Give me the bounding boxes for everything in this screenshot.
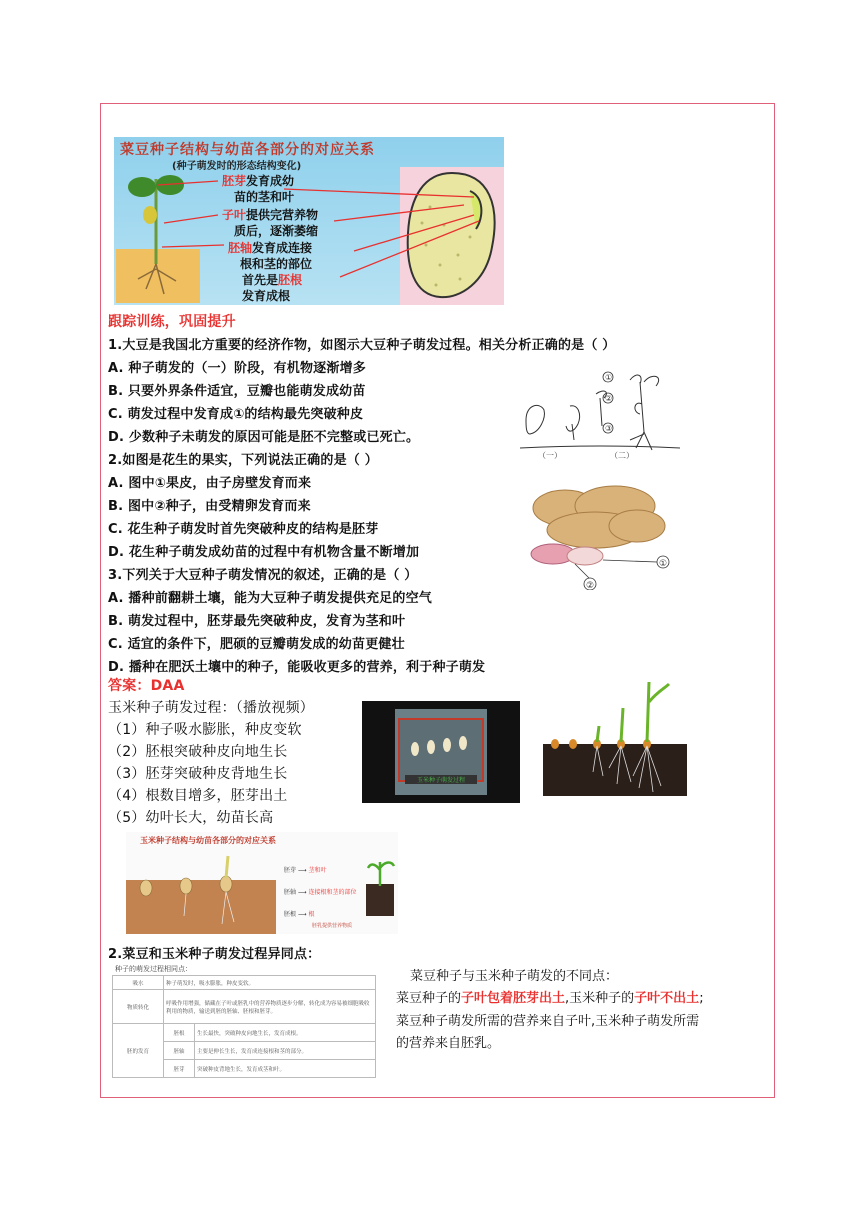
- table-row: 胚的发育 胚根 生长最快，突破种皮向地生长，发育成根。: [113, 1024, 376, 1042]
- corn-soil-image: [126, 852, 276, 934]
- corn-seedling-small: [364, 856, 396, 916]
- table-caption: 种子的萌发过程相同点：: [115, 965, 192, 973]
- fig-label-stage-1: （一）: [538, 451, 562, 460]
- peanut-label-1: ①: [659, 559, 668, 569]
- diagram-row-1: 胚芽发育成幼 苗的茎和叶: [222, 174, 295, 204]
- fig-label-2: ②: [605, 394, 613, 403]
- q1-option-d: D. 少数种子未萌发的原因可能是胚不完整或已死亡。: [108, 430, 420, 445]
- corn-diagram-title: 玉米种子结构与幼苗各部分的对应关系: [140, 836, 276, 845]
- diff-line-1: 菜豆种子的子叶包着胚芽出土,玉米种子的子叶不出土;: [396, 991, 704, 1006]
- diagram-row-4: 首先是胚根 发育成根: [242, 273, 303, 303]
- table-row: 吸水 种子萌发时，吸水膨胀，种皮变软。: [113, 976, 376, 990]
- corn-step-4: （4）根数目增多，胚芽出土: [108, 788, 288, 804]
- corn-video-player[interactable]: [362, 701, 520, 803]
- q1-option-b: B. 只要外界条件适宜，豆瓣也能萌发成幼苗: [108, 384, 366, 399]
- corn-seedlings-image: [543, 672, 687, 796]
- fig-label-1: ①: [605, 373, 613, 382]
- q3-option-a: A. 播种前翻耕土壤，能为大豆种子萌发提供充足的空气: [108, 591, 432, 606]
- corn-step-1: （1）种子吸水膨胀，种皮变软: [108, 722, 302, 738]
- q3-stem: 3.下列关于大豆种子萌发情况的叙述，正确的是（ ）: [108, 568, 418, 583]
- diff-line-3: 的营养来自胚乳。: [396, 1036, 501, 1051]
- diagram-row-3: 胚轴发育成连接 根和茎的部位: [228, 241, 313, 271]
- corn-step-2: （2）胚根突破种皮向地生长: [108, 744, 288, 760]
- diff-title: 菜豆种子与玉米种子萌发的不同点：: [410, 969, 619, 984]
- q1-stem: 1.大豆是我国北方重要的经济作物，如图示大豆种子萌发过程。相关分析正确的是（ ）: [108, 338, 616, 353]
- diff-line-2: 菜豆种子萌发所需的营养来自子叶,玉米种子萌发所需: [396, 1014, 700, 1029]
- bean-seed-diagram: [114, 137, 504, 305]
- table-row: 胚芽 突破种皮背地生长，发育成茎和叶。: [113, 1060, 376, 1078]
- corn-diagram-rows: 胚芽 ⟶ 茎和叶 胚轴 ⟶ 连接根和茎的部位 胚根 ⟶ 根: [284, 867, 357, 918]
- diagram-subtitle: (种子萌发时的形态结构变化): [172, 161, 302, 172]
- diagram-arrows: [114, 137, 504, 305]
- answer-text: 答案：DAA: [108, 678, 185, 694]
- q3-option-c: C. 适宜的条件下，肥硕的豆瓣萌发成的幼苗更健壮: [108, 637, 405, 652]
- q3-option-d: D. 播种在肥沃土壤中的种子，能吸收更多的营养，利于种子萌发: [108, 660, 486, 675]
- fig-label-stage-2: （二）: [610, 451, 634, 460]
- peanut-figure: [515, 478, 680, 590]
- q1-option-c: C. 萌发过程中发育成①的结构最先突破种皮: [108, 407, 364, 422]
- q2-option-b: B. 图中②种子，由受精卵发育而来: [108, 499, 311, 514]
- practice-title: 跟踪训练，巩固提升: [108, 314, 236, 330]
- q2-option-a: A. 图中①果皮，由子房壁发育而来: [108, 476, 312, 491]
- video-caption: 玉米种子萌发过程: [405, 775, 477, 784]
- q2-option-d: D. 花生种子萌发成幼苗的过程中有机物含量不断增加: [108, 545, 420, 560]
- corn-structure-diagram: [126, 832, 398, 934]
- table-row: 胚轴 主要是伸长生长，发育成连接根和茎的部分。: [113, 1042, 376, 1060]
- peanut-label-2: ②: [586, 581, 595, 590]
- diagram-row-2: 子叶提供完营养物 质后，逐渐萎缩: [222, 208, 319, 238]
- compare-table: [112, 975, 376, 1078]
- corn-diagram-note: 胚乳提供营养物质: [312, 923, 353, 929]
- video-frame: [395, 709, 487, 795]
- corn-step-3: （3）胚芽突破种皮背地生长: [108, 766, 288, 782]
- fig-label-3: ③: [605, 424, 613, 433]
- q3-option-b: B. 萌发过程中，胚芽最先突破种皮，发育为茎和叶: [108, 614, 406, 629]
- table-row: 物质转化 呼吸作用增强，储藏在子叶或胚乳中的营养物质逐步分解，转化成为容易被细胞吸收利用的物质，输送到胚的胚轴、胚根和胚芽。: [113, 990, 376, 1024]
- q1-option-a: A. 种子萌发的（一）阶段，有机物逐渐增多: [108, 361, 366, 376]
- corn-step-5: （5）幼叶长大，幼苗长高: [108, 810, 274, 826]
- q2-stem: 2.如图是花生的果实，下列说法正确的是（ ）: [108, 453, 378, 468]
- q2-option-c: C. 花生种子萌发时首先突破种皮的结构是胚芽: [108, 522, 379, 537]
- compare-table-box: [112, 963, 378, 1077]
- soybean-germination-figure: [520, 368, 680, 460]
- compare-title: 2.菜豆和玉米种子萌发过程异同点：: [108, 947, 321, 962]
- corn-title: 玉米种子萌发过程：（播放视频）: [108, 700, 314, 716]
- diagram-title: 菜豆种子结构与幼苗各部分的对应关系: [120, 142, 375, 158]
